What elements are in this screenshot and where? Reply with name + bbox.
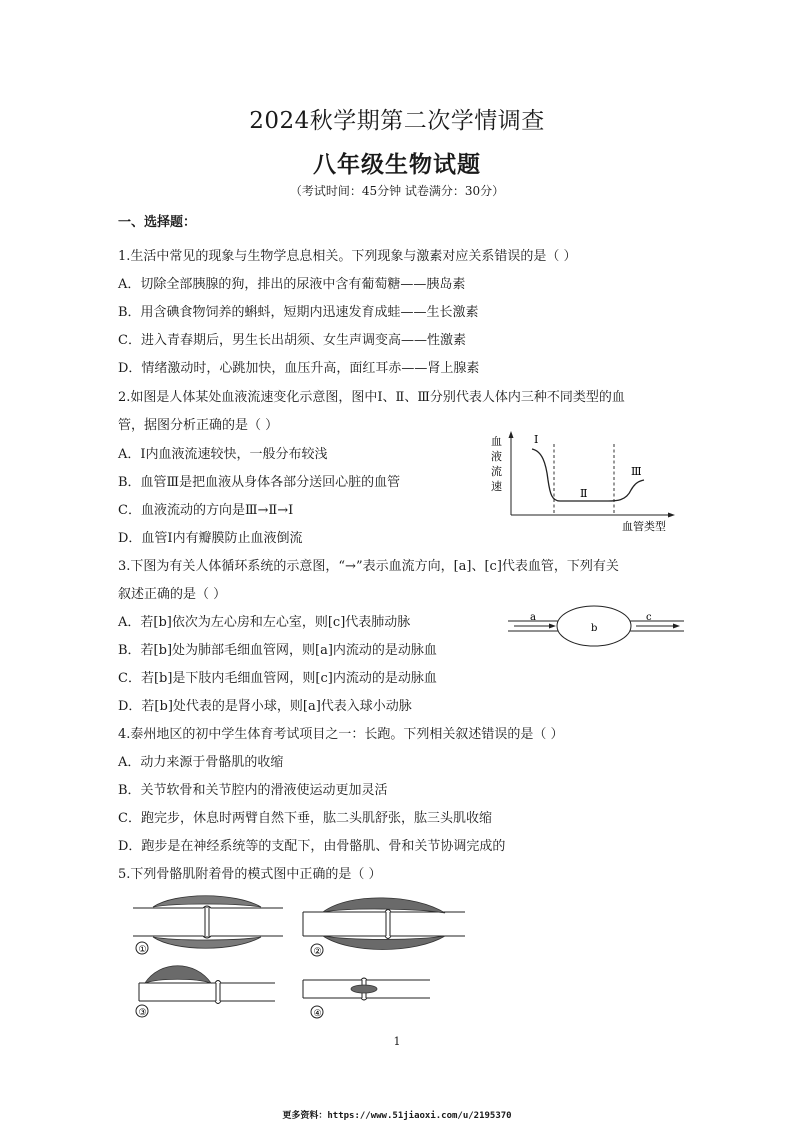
q4-option-b: B．关节软骨和关节腔内的滑液使运动更加灵活 [118,783,388,798]
figure-4 [303,978,430,1018]
graph-x-arrow [668,513,675,518]
q1-option-d: D．情绪激动时，心跳加快，血压升高，面红耳赤——肾上腺素 [118,361,480,376]
figure-label-3: ③ [138,1008,147,1018]
footer-link[interactable]: 更多资料：https://www.51jiaoxi.com/u/2195370 [282,1111,512,1121]
q2-option-d: D．血管Ⅰ内有瓣膜防止血液倒流 [118,531,303,546]
label-c: c [646,612,652,623]
q3-stem: 3.下图为有关人体循环系统的示意图，“→”表示血流方向，[a]、[c]代表血管，下列有关 [118,559,619,574]
figure-label-2: ② [313,947,322,957]
q2-option-b: B．血管Ⅲ是把血液从身体各部分送回心脏的血管 [118,475,401,490]
figure-2 [303,898,465,956]
blood-flow-speed-graph [488,428,684,536]
page-number: 1 [393,1035,401,1048]
q2-stem-cont: 管，据图分析正确的是（ ） [118,418,279,433]
q3-option-c: C．若[b]是下肢内毛细血管网，则[c]内流动的是动脉血 [118,671,437,686]
figure-1 [133,896,283,954]
q4-option-d: D．跑步是在神经系统等的支配下，由骨骼肌、骨和关节协调完成的 [118,839,506,854]
q3-option-b: B．若[b]处为肺部毛细血管网，则[a]内流动的是动脉血 [118,643,437,658]
graph-xlabel: 血管类型 [622,520,666,533]
q2-option-c: C．血液流动的方向是Ⅲ→Ⅱ→Ⅰ [118,503,294,518]
flow-arrow-in-head [549,624,556,629]
q3-option-a: A．若[b]依次为左心房和左心室，则[c]代表肺动脉 [118,615,411,630]
q1-option-b: B．用含碘食物饲养的蝌蚪，短期内迅速发育成蛙——生长激素 [118,305,479,320]
label-b: b [591,623,598,634]
graph-label-II: Ⅱ [580,487,588,500]
graph-ylabel-1: 血 [491,435,502,448]
section-title: 一、选择题： [118,215,197,230]
q3-stem-cont: 叙述正确的是（ ） [118,587,227,602]
q4-option-a: A．动力来源于骨骼肌的收缩 [118,755,284,770]
exam-title: 2024秋学期第二次学情调查 [249,108,545,134]
flow-arrow-out-head [673,624,680,629]
label-a: a [530,612,536,623]
exam-subject: 八年级生物试题 [313,151,481,178]
q1-option-c: C．进入青春期后，男生长出胡须、女生声调变高——性激素 [118,333,466,348]
figure-3 [136,966,275,1017]
graph-curve [532,449,644,501]
exam-info: （考试时间：45分钟 试卷满分：30分） [289,184,505,198]
q4-stem: 4.泰州地区的初中学生体育考试项目之一：长跑。下列相关叙述错误的是（ ） [118,727,564,742]
graph-ylabel-4: 速 [491,480,502,493]
q1-option-a: A．切除全部胰腺的狗，排出的尿液中含有葡萄糖——胰岛素 [118,277,466,292]
q4-option-c: C．跑完步，休息时两臂自然下垂，肱二头肌舒张，肱三头肌收缩 [118,811,492,826]
graph-ylabel-2: 液 [491,450,502,463]
graph-label-I: Ⅰ [534,433,539,446]
q5-stem: 5.下列骨骼肌附着骨的模式图中正确的是（ ） [118,867,382,882]
circulation-diagram [506,604,686,650]
muscle-attachment-figures [125,890,475,1025]
q2-stem: 2.如图是人体某处血液流速变化示意图，图中Ⅰ、Ⅱ、Ⅲ分别代表人体内三种不同类型的血 [118,390,625,405]
figure-label-1: ① [138,945,147,955]
graph-label-III: Ⅲ [631,465,642,478]
graph-y-arrow [509,431,514,438]
q2-option-a: A．Ⅰ内血液流速较快，一般分布较浅 [118,447,328,462]
figure-label-4: ④ [313,1009,322,1019]
graph-ylabel-3: 流 [491,465,502,478]
q1-stem: 1.生活中常见的现象与生物学息息相关。下列现象与激素对应关系错误的是（ ） [118,249,577,264]
q3-option-d: D．若[b]处代表的是肾小球，则[a]代表入球小动脉 [118,699,412,714]
